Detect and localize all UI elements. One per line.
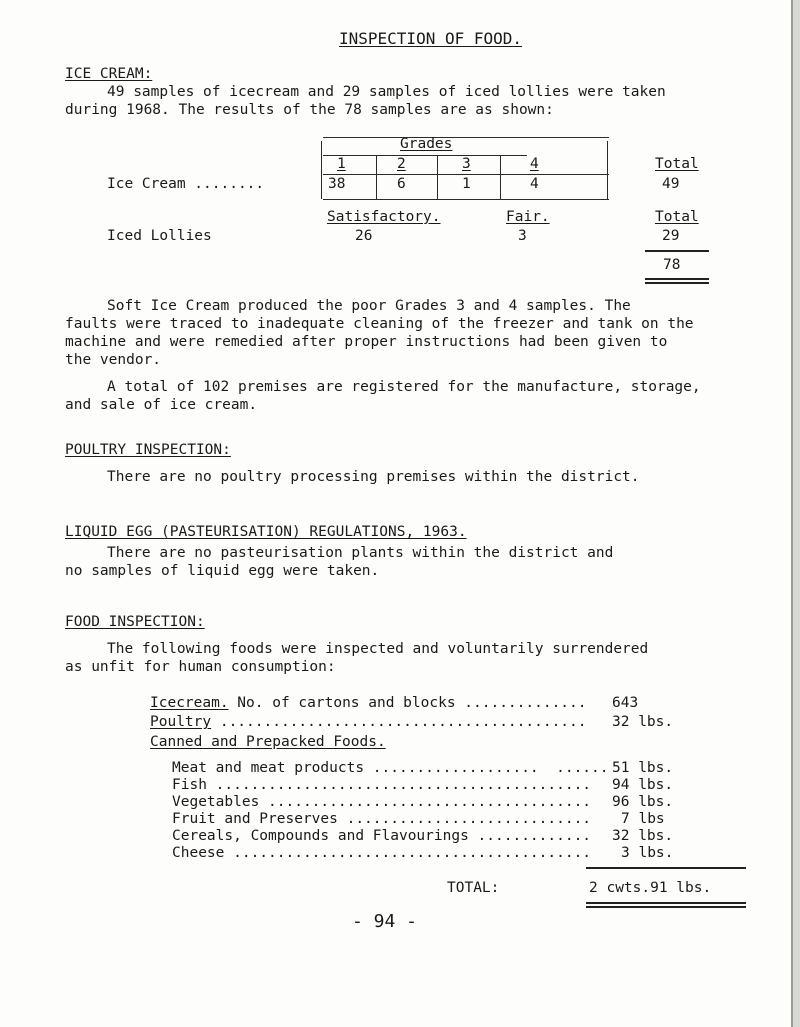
food-item-meat: Meat and meat products ................... ...... <box>172 760 609 776</box>
food-total-rule-bottom-1 <box>586 902 746 904</box>
icecream-item-rest: No. of cartons and blocks .............. <box>228 695 587 711</box>
ice-cream-para2-2: and sale of ice cream. <box>65 397 258 413</box>
food-total-label: TOTAL: <box>447 880 500 896</box>
grade-header-3: 3 <box>462 156 471 172</box>
ice-cream-intro-1: 49 samples of icecream and 29 samples of iced lollies were taken <box>107 84 666 100</box>
poultry-item <box>150 714 587 731</box>
page-edge <box>793 0 800 1027</box>
food-inspection-line-1: The following foods were inspected and voluntarily surrendered <box>107 641 649 657</box>
food-item-vegetables-value: 96 lbs. <box>612 794 674 810</box>
food-total-rule-bottom-2 <box>586 906 746 908</box>
ice-cream-intro-2: during 1968. The results of the 78 samples are as shown: <box>65 102 554 118</box>
ice-cream-heading: ICE CREAM: <box>65 66 153 82</box>
food-item-fruit: Fruit and Preserves ............................ <box>172 811 592 827</box>
page-number: - 94 - <box>352 911 418 932</box>
ice-cream-para2-1: A total of 102 premises are registered for the manufacture, storage, <box>107 379 701 395</box>
food-item-cereals: Cereals, Compounds and Flavourings ............. <box>172 828 592 844</box>
food-item-meat-value: 51 lbs. <box>612 760 674 776</box>
total-rule-top <box>645 250 709 252</box>
ice-cream-total: 49 <box>662 176 680 192</box>
food-total-rule-top <box>586 867 746 869</box>
liquid-egg-line-1: There are no pasteurisation plants within the district and <box>107 545 614 561</box>
icecream-item <box>150 695 587 712</box>
ice-cream-grade-1: 38 <box>328 176 346 192</box>
food-inspection-line-2: as unfit for human consumption: <box>65 659 336 675</box>
ice-cream-para1-4: the vendor. <box>65 352 162 368</box>
liquid-egg-line-2: no samples of liquid egg were taken. <box>65 563 380 579</box>
poultry-item-value: 32 lbs. <box>612 714 674 730</box>
poultry-item-dots: .......................................... <box>211 714 587 730</box>
iced-lollies-row-label: Iced Lollies <box>107 228 212 244</box>
grades-label: Grades <box>400 136 453 152</box>
ice-cream-para1-1: Soft Ice Cream produced the poor Grades 3 and 4 samples. The <box>107 298 631 314</box>
ice-cream-row-label: Ice Cream ........ <box>107 176 265 192</box>
page-title: INSPECTION OF FOOD. <box>339 29 523 48</box>
lollies-total: 29 <box>662 228 680 244</box>
grade-header-1: 1 <box>337 156 346 172</box>
satisfactory-label: Satisfactory. <box>327 209 441 225</box>
food-item-fish-value: 94 lbs. <box>612 777 674 793</box>
ice-cream-para1-3: machine and were remedied after proper instructions had been given to <box>65 334 668 350</box>
ice-cream-grade-4: 4 <box>530 176 539 192</box>
ice-cream-grade-2: 6 <box>397 176 406 192</box>
food-item-cereals-value: 32 lbs. <box>612 828 674 844</box>
lollies-total-header: Total <box>655 209 699 225</box>
poultry-heading: POULTRY INSPECTION: <box>65 442 231 458</box>
food-total-value: 2 cwts.91 lbs. <box>589 880 712 896</box>
grade-header-4: 4 <box>530 156 539 172</box>
grand-total: 78 <box>663 257 681 273</box>
ice-cream-grade-3: 1 <box>462 176 471 192</box>
fair-label: Fair. <box>506 209 550 225</box>
canned-heading: Canned and Prepacked Foods. <box>150 734 386 750</box>
lollies-satisfactory: 26 <box>355 228 373 244</box>
lollies-fair: 3 <box>518 228 527 244</box>
grade-header-2: 2 <box>397 156 406 172</box>
food-item-cheese-value: 3 lbs. <box>621 845 674 861</box>
food-item-vegetables: Vegetables ..................................... <box>172 794 592 810</box>
total-rule-bottom-2 <box>645 282 709 284</box>
total-rule-bottom-1 <box>645 278 709 280</box>
food-item-fish: Fish ........................................... <box>172 777 592 793</box>
food-item-cheese: Cheese ......................................... <box>172 845 592 861</box>
poultry-item-label: Poultry <box>150 714 212 730</box>
liquid-egg-heading: LIQUID EGG (PASTEURISATION) REGULATIONS, 1963. <box>65 524 467 540</box>
poultry-text: There are no poultry processing premises within the district. <box>107 469 640 485</box>
food-item-fruit-value: 7 lbs <box>621 811 665 827</box>
icecream-item-value: 643 <box>612 695 639 711</box>
ice-cream-para1-2: faults were traced to inadequate cleaning of the freezer and tank on the <box>65 316 694 332</box>
food-inspection-heading: FOOD INSPECTION: <box>65 614 205 630</box>
total-header: Total <box>655 156 699 172</box>
icecream-item-label: Icecream. <box>150 695 229 711</box>
